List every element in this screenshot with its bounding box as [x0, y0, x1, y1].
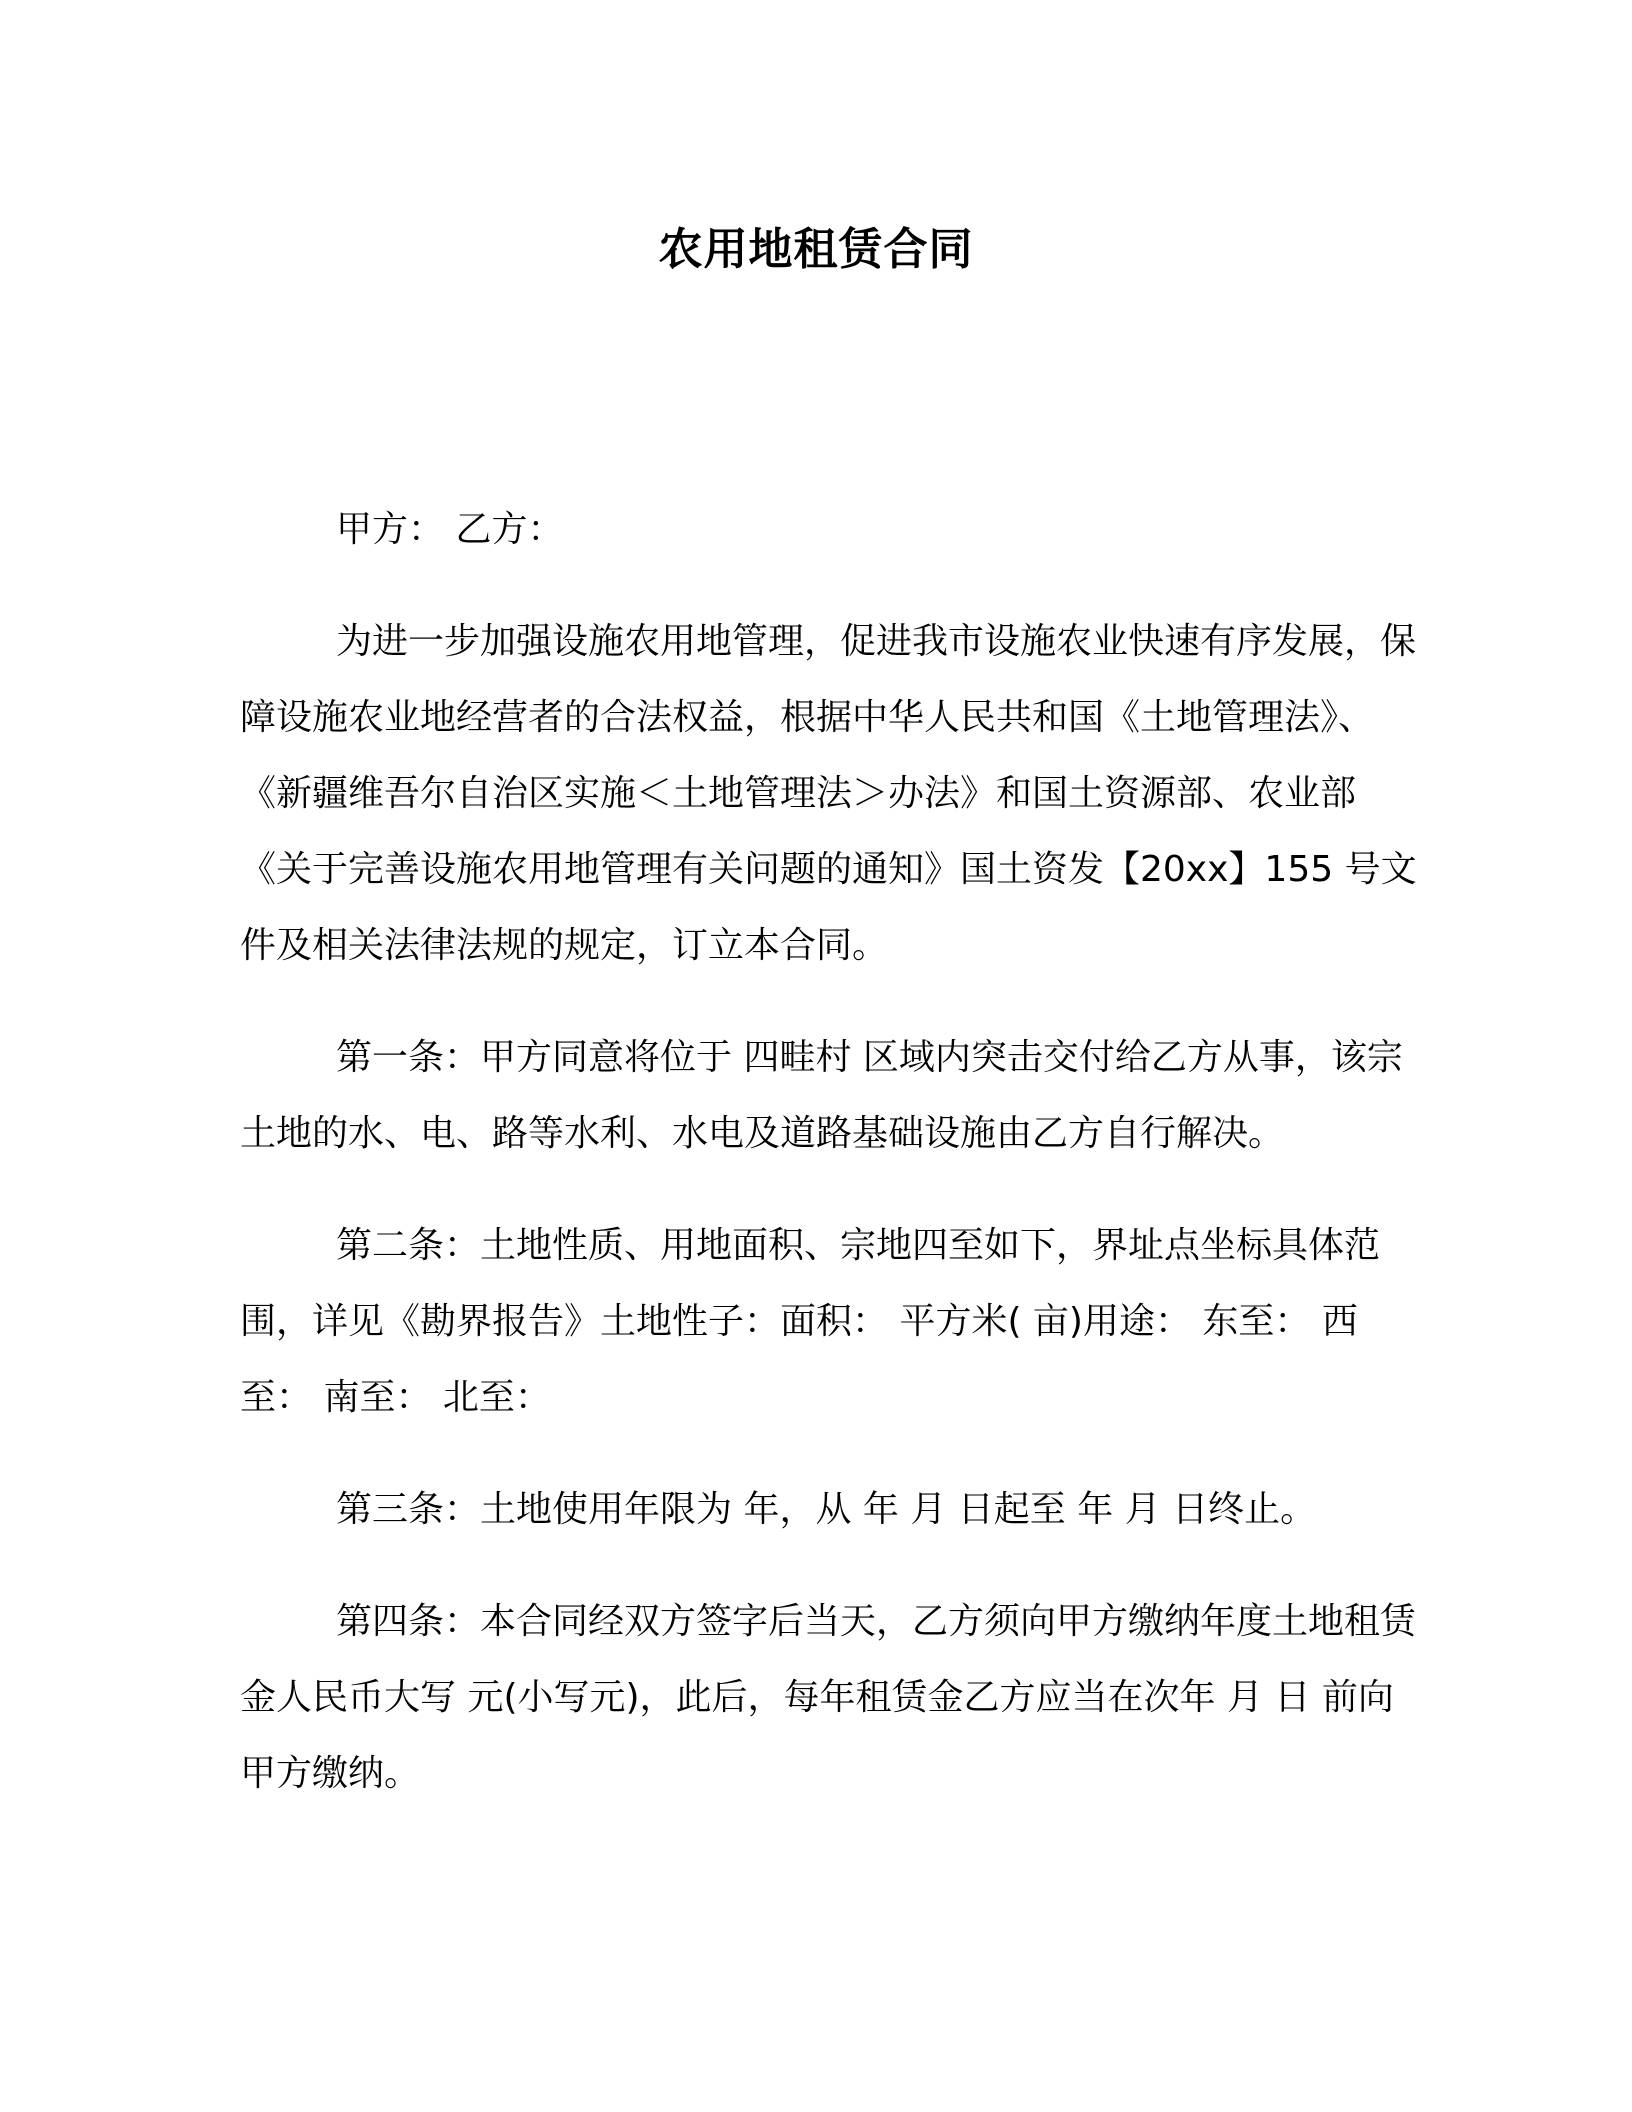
document-title: 农用地租赁合同	[658, 224, 974, 275]
article-2-paragraph: 第二条：土地性质、用地面积、宗地四至如下，界址点坐标具体范围，详见《勘界报告》土地性子：面积： 平方米( 亩)用途： 东至： 西至： 南至： 北至：	[240, 1225, 1381, 1418]
article-1-paragraph: 第一条：甲方同意将位于 四畦村 区域内突击交付给乙方从事，该宗土地的水、电、路等水利、水电及道路基础设施由乙方自行解决。	[240, 1037, 1403, 1154]
document-body	[240, 492, 1420, 1848]
preamble-paragraph: 为进一步加强设施农用地管理，促进我市设施农业快速有序发展，保障设施农业地经营者的合法权益，根据中华人民共和国《土地管理法》、《新疆维吾尔自治区实施＜土地管理法＞办法》和国土资源部、农业部《关于完善设施农用地管理有关问题的通知》国土资发【20xx】155 号文件及相关法律法规的规定，订立本合同。	[240, 621, 1417, 966]
article-4-paragraph: 第四条：本合同经双方签字后当天，乙方须向甲方缴纳年度土地租赁金人民币大写 元(小写元)，此后，每年租赁金乙方应当在次年 月 日 前向甲方缴纳。	[240, 1601, 1417, 1794]
parties-line: 甲方： 乙方：	[336, 509, 564, 550]
article-3-paragraph: 第三条：土地使用年限为 年，从 年 月 日起至 年 月 日终止。	[336, 1489, 1317, 1530]
